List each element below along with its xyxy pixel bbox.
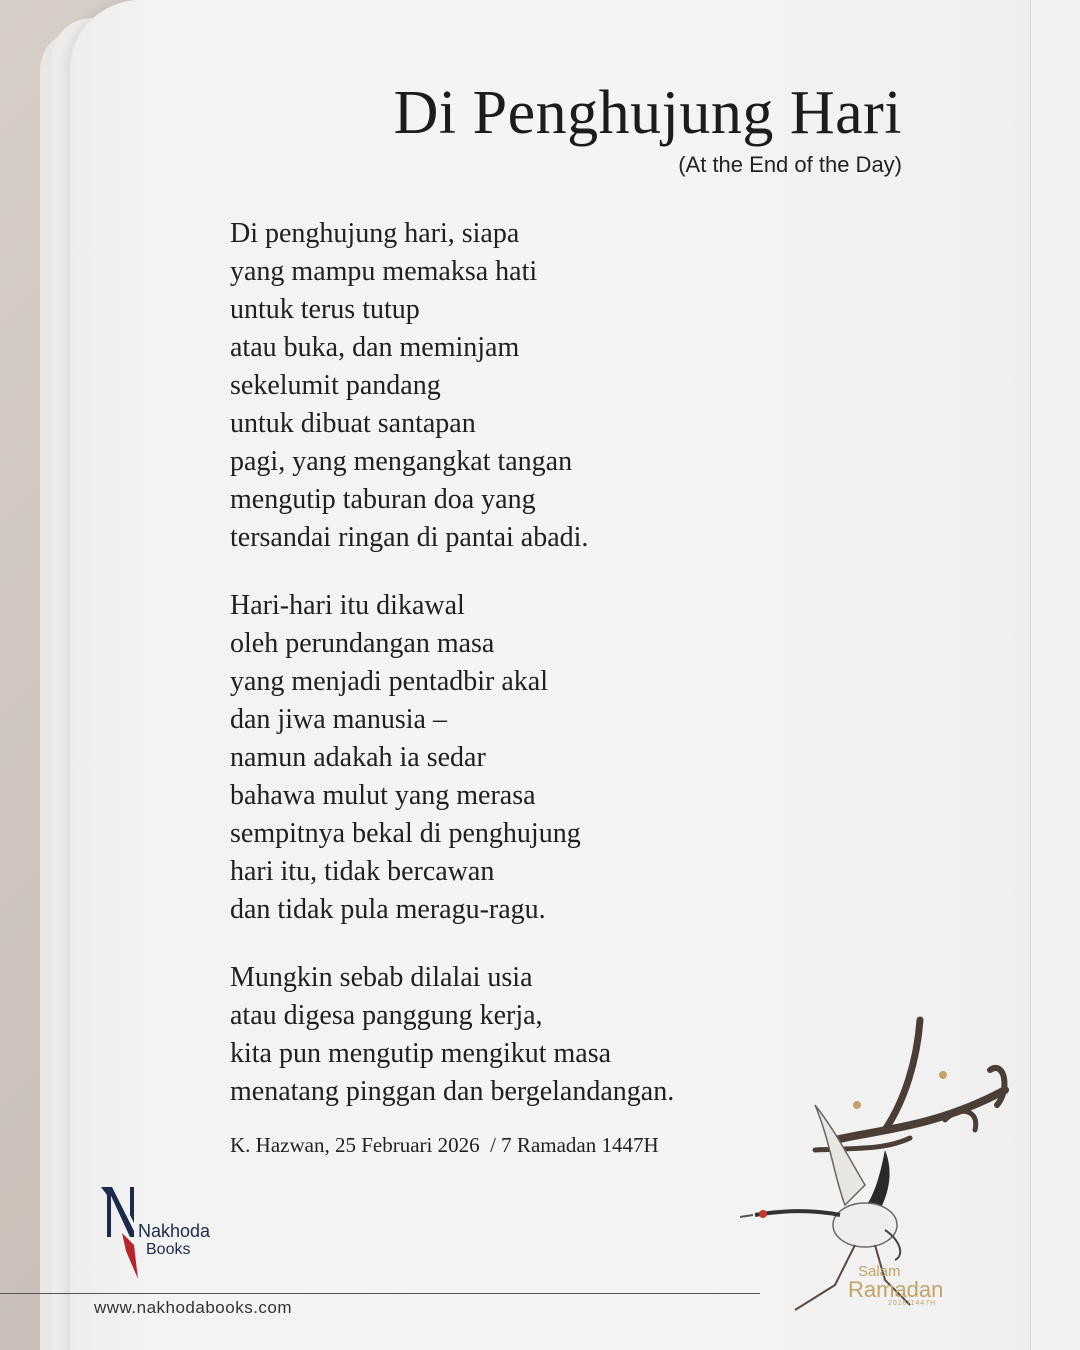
salam-ramadan-badge bbox=[848, 1263, 943, 1307]
facing-page bbox=[1030, 0, 1080, 1350]
poem-line: oleh perundangan masa bbox=[230, 628, 495, 659]
greeting-line1: Salam bbox=[858, 1263, 901, 1280]
poem-line: Mungkin sebab dilalai usia bbox=[230, 962, 533, 993]
poem-line: mengutip taburan doa yang bbox=[230, 484, 536, 515]
calligraphy-icon bbox=[815, 1020, 1005, 1150]
nakhoda-logo bbox=[98, 1183, 238, 1283]
poem-line: Di penghujung hari, siapa bbox=[230, 218, 520, 249]
greeting-year: 2026/1447H bbox=[888, 1300, 937, 1307]
poem-line: untuk terus tutup bbox=[230, 294, 420, 325]
poem-line: kita pun mengutip mengikut masa bbox=[230, 1038, 612, 1069]
stanza bbox=[230, 587, 790, 929]
poem-line: yang menjadi pentadbir akal bbox=[230, 666, 548, 697]
poem-line: tersandai ringan di pantai abadi. bbox=[230, 522, 589, 553]
stanza bbox=[230, 959, 790, 1111]
poem-line: atau buka, dan meminjam bbox=[230, 332, 520, 363]
poem-line: sempitnya bekal di penghujung bbox=[230, 818, 581, 849]
poem-line: Hari-hari itu dikawal bbox=[230, 590, 465, 621]
stanza bbox=[230, 215, 790, 557]
poem-line: bahawa mulut yang merasa bbox=[230, 780, 536, 811]
poem-line: hari itu, tidak bercawan bbox=[230, 856, 495, 887]
poem-body bbox=[230, 215, 790, 1141]
logo-wordmark: Nakhoda bbox=[138, 1221, 211, 1241]
poem-subtitle: (At the End of the Day) bbox=[678, 152, 902, 177]
website-link[interactable]: www.nakhodabooks.com bbox=[94, 1298, 293, 1317]
poem-line: yang mampu memaksa hati bbox=[230, 256, 538, 287]
poem-title: Di Penghujung Hari bbox=[393, 79, 902, 147]
footer-divider bbox=[0, 1293, 760, 1294]
logo-wordmark-sub: Books bbox=[146, 1241, 191, 1258]
poem-line: pagi, yang mengangkat tangan bbox=[230, 446, 573, 477]
poem-line: dan tidak pula meragu-ragu. bbox=[230, 894, 546, 925]
poem-line: atau digesa panggung kerja, bbox=[230, 1000, 543, 1031]
poem-line: sekelumit pandang bbox=[230, 370, 441, 401]
poem-signature: K. Hazwan, 25 Februari 2026 / 7 Ramadan 1447H bbox=[230, 1133, 659, 1157]
poem-line: menatang pinggan dan bergelandangan. bbox=[230, 1076, 675, 1107]
nakhoda-n-icon bbox=[98, 1183, 142, 1283]
greeting-line2: Ramadan bbox=[848, 1277, 944, 1302]
poem-line: untuk dibuat santapan bbox=[230, 408, 476, 439]
poem-line: namun adakah ia sedar bbox=[230, 742, 486, 773]
poem-line: dan jiwa manusia – bbox=[230, 704, 447, 735]
